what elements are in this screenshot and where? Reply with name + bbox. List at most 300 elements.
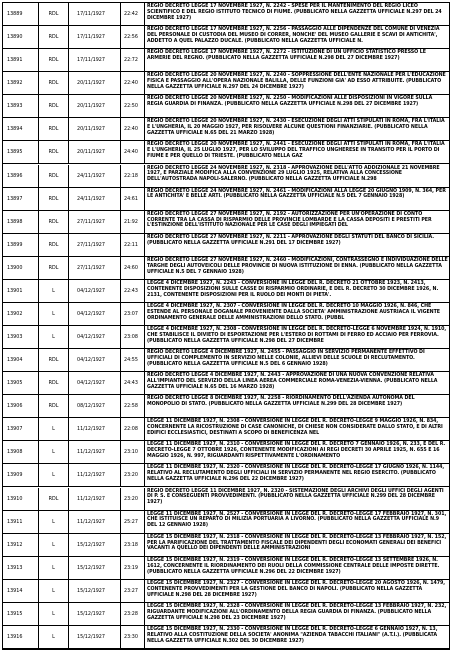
- act-description: LEGGE 11 DICEMBRE 1927, N. 2310 - CONVERSIONE IN LEGGE DEL R. DECRETO 7 GENNAIO 1926, N. 233, E DEL R. DECRETO-LEGGE 7 OTTOBRE 1926, CONTENENTE MODIFICAZIONI AI REGI DECRETI 30 APRILE 1925, N. 655 E 16 MAGGIO 1926, N. 997, RIGUARDANTI RISPETTIVAMENTE L'ORDINAMENTO: [147, 441, 446, 460]
- act-description-cell: [145, 603, 449, 625]
- act-description-cell: [145, 372, 449, 394]
- row-number-cell: [3, 441, 39, 463]
- act-code-cell: [121, 372, 145, 394]
- act-date: 15/12/1927: [77, 610, 105, 617]
- act-type-cell: [39, 26, 69, 48]
- act-date: 17/11/1927: [77, 11, 105, 18]
- act-description-cell: [145, 303, 449, 325]
- act-type: RDL: [48, 264, 59, 271]
- table-row: [3, 26, 449, 49]
- act-date: 11/12/1927: [77, 426, 105, 433]
- act-code-cell: [121, 626, 145, 648]
- act-description-cell: [145, 211, 449, 233]
- act-code: 22:11: [124, 241, 138, 248]
- act-code: 23:08: [124, 334, 138, 341]
- act-date: 11/12/1927: [77, 495, 105, 502]
- act-description-cell: [145, 418, 449, 440]
- row-number: 13889: [7, 11, 23, 18]
- act-code-cell: [121, 557, 145, 579]
- row-number: 13902: [7, 310, 23, 317]
- row-number: 13907: [7, 426, 23, 433]
- act-code: 24:55: [124, 357, 138, 364]
- act-type-cell: [39, 49, 69, 71]
- row-number-cell: [3, 3, 39, 25]
- act-description: REGIO DECRETO LEGGE 17 NOVEMBRE 1927, N. 2272 - ISTITUZIONE DI UN UFFICIO STATISTICO PRESSO LE ARMERIE DEL REGNO. (PUBBLICATO NELLA GAZZETTA UFFICIALE N.298 DEL 27 DICEMBRE 1927): [147, 49, 426, 62]
- act-date-cell: [69, 626, 121, 648]
- act-date-cell: [69, 464, 121, 486]
- row-number: 13901: [7, 287, 23, 294]
- act-type-cell: [39, 488, 69, 510]
- table-row: [3, 165, 449, 188]
- act-code-cell: [121, 118, 145, 140]
- act-description-cell: [145, 118, 449, 140]
- act-date-cell: [69, 118, 121, 140]
- act-description: LEGGE 11 DICEMBRE 1927, N. 2527 - CONVERSIONE IN LEGGE DEL R. DECRETO-LEGGE 17 FEBBRAIO 1927, N. 301, CHE ISTITUISCE UN REPARTO DI MILIZIA PORTUARIA A LIVORNO. (PUBBLICATO NELLA GAZZETTA UFFICIALE N.9 DEL 12 GENNAIO 1928): [147, 510, 447, 529]
- act-code: 23:07: [124, 310, 138, 317]
- act-description-cell: [145, 26, 449, 48]
- act-type: L: [52, 287, 55, 294]
- act-code: 24:61: [124, 195, 138, 202]
- row-number: 13899: [7, 241, 23, 248]
- act-code-cell: [121, 534, 145, 556]
- act-description-cell: [145, 3, 449, 25]
- act-description: REGIO DECRETO LEGGE 24 NOVEMBRE 1927, N. 2461 - MODIFICAZIONI ALLA LEGGE 20 GIUGNO 1909, N. 364, PER LE ANTICHITA' E BELLE ARTI. (PUBBLICATO NELLA GAZZETTA UFFICIALE N.5 DEL 7 GENNAIO 1928): [147, 187, 446, 200]
- act-code: 22:42: [124, 11, 138, 18]
- act-date: 15/12/1927: [77, 633, 105, 640]
- act-code-cell: [121, 349, 145, 371]
- act-code: 22:72: [124, 57, 138, 64]
- row-number-cell: [3, 49, 39, 71]
- act-date: 11/12/1927: [77, 518, 105, 525]
- act-description-cell: [145, 141, 449, 163]
- act-date: 20/11/1927: [77, 80, 105, 87]
- act-code-cell: [121, 95, 145, 117]
- act-date: 04/12/1927: [77, 310, 105, 317]
- table-row: [3, 326, 449, 349]
- act-description-cell: [145, 511, 449, 533]
- act-date: 04/12/1927: [77, 287, 105, 294]
- table-row: [3, 303, 449, 326]
- act-date: 24/11/1927: [77, 195, 105, 202]
- act-code: 23:19: [124, 564, 138, 571]
- act-date-cell: [69, 326, 121, 348]
- act-date: 04/12/1927: [77, 357, 105, 364]
- act-date: 17/11/1927: [77, 57, 105, 64]
- table-row: [3, 488, 449, 511]
- act-description-cell: [145, 580, 449, 602]
- table-row: [3, 372, 449, 395]
- act-type: L: [52, 610, 55, 617]
- row-number-cell: [3, 603, 39, 625]
- act-date: 11/12/1927: [77, 472, 105, 479]
- act-description-cell: [145, 441, 449, 463]
- act-type-cell: [39, 464, 69, 486]
- act-type: RDL: [48, 34, 59, 41]
- act-type-cell: [39, 603, 69, 625]
- act-type-cell: [39, 280, 69, 302]
- act-code-cell: [121, 488, 145, 510]
- act-code-cell: [121, 234, 145, 256]
- row-number-cell: [3, 141, 39, 163]
- table-row: [3, 118, 449, 141]
- row-number-cell: [3, 349, 39, 371]
- row-number-cell: [3, 534, 39, 556]
- act-date-cell: [69, 3, 121, 25]
- act-date-cell: [69, 280, 121, 302]
- act-code-cell: [121, 418, 145, 440]
- act-code: 22:40: [124, 126, 138, 133]
- act-date-cell: [69, 603, 121, 625]
- row-number: 13908: [7, 449, 23, 456]
- act-description: REGIO DECRETO LEGGE 20 NOVEMBRE 1927, N. 2430 - ESECUZIONE DEGLI ATTI STIPULATI IN ROMA, FRA L'ITALIA E L'UNGHERIA, IL 20 MAGGIO 1927, PER RISOLVERE ALCUNE QUESTIONI FINANZIARIE. (PUBBLICATO NELLA GAZZETTA UFFICIALE N.65 DEL 21 MARZO 1928): [147, 118, 445, 137]
- act-date: 20/11/1927: [77, 149, 105, 156]
- act-date-cell: [69, 95, 121, 117]
- row-number-cell: [3, 303, 39, 325]
- act-date-cell: [69, 49, 121, 71]
- act-code: 22:50: [124, 103, 138, 110]
- act-date: 27/11/1927: [77, 218, 105, 225]
- table-row: [3, 557, 449, 580]
- act-date: 27/11/1927: [77, 241, 105, 248]
- act-type-cell: [39, 441, 69, 463]
- act-type-cell: [39, 557, 69, 579]
- act-description: REGIO DECRETO LEGGE 27 NOVEMBRE 1927, N. 2460 - MODIFICAZIONI, CONTRASSEGNO E INDIVIDUAZIONE DELLE TARGHE DEGLI AUTOVEICOLI DELLE PROVINCIE DI NUOVA ISTITUZIONE DI ENNA. (PUBBLICATO NELLA GAZZETTA UFFICIALE N.5 DEL 7 GENNAIO 1928): [147, 256, 448, 275]
- act-description: LEGGE 15 DICEMBRE 1927, N. 2327 - CONVERSIONE IN LEGGE DEL R. DECRETO-LEGGE 20 AGOSTO 1926, N. 1479, CONTENENTE PROVVEDIMENTI PER LA GESTIONE DEL BANCO DI NAPOLI. (PUBBLICATO NELLA GAZZETTA UFFICIALE N.298 DEL 28 DICEMBRE 1927): [147, 579, 446, 598]
- act-description-cell: [145, 257, 449, 279]
- act-date-cell: [69, 372, 121, 394]
- act-date: 20/11/1927: [77, 126, 105, 133]
- act-description-cell: [145, 234, 449, 256]
- row-number: 13904: [7, 357, 23, 364]
- act-type-cell: [39, 395, 69, 417]
- act-description: LEGGE 4 DICEMBRE 1927, N. 2308 - CONVERSIONE IN LEGGE DEL R. DECRETO-LEGGE 6 NOVEMBRE 1924, N. 1910, CHE STABILISCE IL DIVIETO DI ESPORTAZIONE PER L'ESTERO DI ROTTAMI DI FERRO ED ACCIAIO PER FERROVIA. (PUBBLICATO NELLA GAZZETTA UFFICIALE N.298 DEL 27 DICEMBRE: [147, 326, 447, 344]
- table-row: [3, 441, 449, 464]
- act-date: 04/12/1927: [77, 334, 105, 341]
- act-code: 22:56: [124, 34, 138, 41]
- act-description: REGIO DECRETO LEGGE 24 NOVEMBRE 1927, N. 2318 - APPROVAZIONE DELL'ATTO ADDIZIONALE 21 NOVEMBRE 1927, E PARZIALE MODIFICA ALLA CONVENZIONE 29 LUGLIO 1925, RELATIVA ALLA CONCESSIONE DELL'AUTOSTRADA NAPOLI-SALERNO. (PUBBLICATO NELLA GAZZETTA UFFICIALE N.298: [147, 164, 440, 183]
- act-type-cell: [39, 349, 69, 371]
- table-row: [3, 580, 449, 603]
- table-row: [3, 3, 449, 26]
- act-code-cell: [121, 280, 145, 302]
- act-code-cell: [121, 3, 145, 25]
- act-date-cell: [69, 257, 121, 279]
- act-type: RDL: [48, 403, 59, 410]
- row-number: 13894: [7, 126, 23, 133]
- table-row: [3, 603, 449, 626]
- act-code: 23:20: [124, 495, 138, 502]
- row-number-cell: [3, 26, 39, 48]
- act-code: 23:30: [124, 633, 138, 640]
- act-type: RDL: [48, 357, 59, 364]
- act-type: RDL: [48, 149, 59, 156]
- table-row: [3, 234, 449, 257]
- row-number-cell: [3, 211, 39, 233]
- act-code-cell: [121, 580, 145, 602]
- act-description-cell: [145, 395, 449, 417]
- act-code-cell: [121, 141, 145, 163]
- act-type: RDL: [48, 495, 59, 502]
- row-number-cell: [3, 118, 39, 140]
- act-description: REGIO DECRETO LEGGE 20 NOVEMBRE 1927, N. 2250 - MODIFICAZIONI ALLE DISPOSIZIONI IN VIGORE SULLA REGIA GUARDIA DI FINANZA. (PUBBLICATO NELLA GAZZETTA UFFICIALE N.298 DEL 27 DICEMBRE 1927): [147, 95, 433, 108]
- act-type: RDL: [48, 241, 59, 248]
- act-code: 22:58: [124, 403, 138, 410]
- act-date-cell: [69, 580, 121, 602]
- act-date-cell: [69, 234, 121, 256]
- table-row: [3, 280, 449, 303]
- act-date: 15/12/1927: [77, 587, 105, 594]
- act-type: L: [52, 587, 55, 594]
- act-type-cell: [39, 95, 69, 117]
- row-number-cell: [3, 188, 39, 210]
- row-number: 13916: [7, 633, 23, 640]
- row-number-cell: [3, 372, 39, 394]
- act-code-cell: [121, 26, 145, 48]
- act-type-cell: [39, 418, 69, 440]
- row-number: 13898: [7, 218, 23, 225]
- act-type-cell: [39, 326, 69, 348]
- act-code-cell: [121, 441, 145, 463]
- act-date: 15/12/1927: [77, 564, 105, 571]
- row-number-cell: [3, 511, 39, 533]
- act-type-cell: [39, 141, 69, 163]
- act-type: RDL: [48, 103, 59, 110]
- act-code: 23:28: [124, 610, 138, 617]
- act-description-cell: [145, 349, 449, 371]
- table-row: [3, 418, 449, 441]
- row-number-cell: [3, 418, 39, 440]
- act-code-cell: [121, 395, 145, 417]
- act-date: 27/11/1927: [77, 264, 105, 271]
- act-type: RDL: [48, 80, 59, 87]
- act-description: LEGGE 15 DICEMBRE 1927, N. 2319 - CONVERSIONE IN LEGGE DEL R. DECRETO-LEGGE 13 SETTEMBRE 1926, N. 1612, CONCERNENTE IL RIORDINAMENTO DEI RUOLI DELLA COMMISSIONE CENTRALE DELLE IMPOSTE DIRETTE. (PUBBLICATO NELLA GAZZETTA UFFICIALE N.296 DEL 22 DICEMBRE 1927): [147, 556, 440, 575]
- act-code: 25:27: [124, 518, 138, 525]
- act-date-cell: [69, 165, 121, 187]
- row-number: 13912: [7, 541, 23, 548]
- act-description-cell: [145, 326, 449, 348]
- act-description-cell: [145, 557, 449, 579]
- row-number: 13914: [7, 587, 23, 594]
- table-row: [3, 49, 449, 72]
- act-code: 24:43: [124, 380, 138, 387]
- act-type-cell: [39, 234, 69, 256]
- act-description: LEGGE 11 DICEMBRE 1927, N. 2308 - CONVERSIONE IN LEGGE DEL R. DECRETO-LEGGE 9 MAGGIO 1926, N. 834, CONCERNENTE LA RICOSTRUZIONE DI CASE CANONICHE, DI CHIESE NON CONSIDERATE DALLO STATO, E DI ALTRI EDIFICI ECCLESIASTICI, DESTINATI A SCOPO DI BENEFICENZA NEL: [147, 418, 443, 437]
- row-number-cell: [3, 95, 39, 117]
- act-type-cell: [39, 511, 69, 533]
- act-code-cell: [121, 188, 145, 210]
- row-number: 13910: [7, 495, 23, 502]
- act-description: LEGGE 15 DICEMBRE 1927, N. 2330 - CONVERSIONE IN LEGGE DEL R. DECRETO-LEGGE 6 GENNAIO 1927, N. 13, RELATIVO ALLA COSTITUZIONE DELLA SOCIETA' ANONIMA "AZIENDA TABACCHI ITALIANI" (A.T.I.). (PUBBLICATA NELLA GAZZETTA UFFICIALE N.302 DEL 30 DICEMBRE 1927): [147, 625, 438, 644]
- act-type: RDL: [48, 172, 59, 179]
- act-date-cell: [69, 395, 121, 417]
- act-type: L: [52, 310, 55, 317]
- table-row: [3, 534, 449, 557]
- act-code: 23:27: [124, 587, 138, 594]
- table-row: [3, 511, 449, 534]
- act-type-cell: [39, 626, 69, 648]
- act-description-cell: [145, 626, 449, 648]
- act-type-cell: [39, 303, 69, 325]
- act-code: 22:08: [124, 426, 138, 433]
- act-description: REGIO DECRETO LEGGE 17 NOVEMBRE 1927, N. 2256 - PASSAGGIO ALLE DIPENDENZE DEL COMUNE DI VENEZIA DEL PERSONALE DI CUSTODIA DEL MUSEO DI CORRER, NONCHE' DEL MUSEO GALLERIE E SCAVI DI ANTICHITA', ADDETTO A QUEL PALAZZO DUCALE. (PUBBLICATO NELLA GAZZETTA UFFICIALE N.: [147, 26, 440, 44]
- act-type-cell: [39, 165, 69, 187]
- row-number: 13915: [7, 610, 23, 617]
- table-row: [3, 257, 449, 280]
- act-description: REGIO DECRETO LEGGE 20 NOVEMBRE 1927, N. 2441 - ESECUZIONE DEGLI ATTI STIPULATI IN ROMA, FRA L'ITALIA E L'UNGHERIA, IL 25 LUGLIO 1927, PER LO SVILUPPO DEL TRAFFICO UNGHERESE IN TRANSITO PER IL PORTO DI FIUME E PER QUELLO DI TRIESTE. (PUBBLICATO NELLA GAZ: [147, 141, 445, 160]
- table-row: [3, 211, 449, 234]
- act-type: L: [52, 334, 55, 341]
- act-date-cell: [69, 349, 121, 371]
- table-row: [3, 349, 449, 372]
- act-description: REGIO DECRETO LEGGE 27 NOVEMBRE 1927, N. 2192 - AUTORIZZAZIONE PER UN'OPERAZIONE DI CONTO CORRENTE TRA LA CASSA DI RISPARMIO DELLE PROVINCIE LOMBARDE E LA CASSA DEPOSITI E PRESTITI PER L'ESTINZIONE DELL'ISTITUTO NAZIONALE PER LE CASE DEGLI IMPIEGATI DEL: [147, 210, 432, 229]
- row-number: 13913: [7, 564, 23, 571]
- row-number: 13893: [7, 103, 23, 110]
- act-description: LEGGE 15 DICEMBRE 1927, N. 2318 - CONVERSIONE IN LEGGE DEL R. DECRETO-LEGGE 13 FEBBRAIO 1927, N. 152, PER LA PARIFICAZIONE DEL TRATTAMENTO FISCALE DEI DIPENDENTI DEGLI ECONOMATI GENERALI DEI BENEFICI VACANTI A QUELLO DEI DIPENDENTI DELLE AMMINISTRAZIONI: [147, 533, 447, 552]
- act-code: 24:40: [124, 149, 138, 156]
- act-code-cell: [121, 257, 145, 279]
- act-description: REGIO DECRETO LEGGE 27 NOVEMBRE 1927, N. 2211 - APPROVAZIONE DEGLI STATUTI DEL BANCO DI SICILIA. (PUBBLICATO NELLA GAZZETTA UFFICIALE N.291 DEL 17 DICEMBRE 1927): [147, 233, 435, 246]
- act-date: 04/12/1927: [77, 380, 105, 387]
- row-number-cell: [3, 464, 39, 486]
- act-code: 22:43: [124, 287, 138, 294]
- act-description: REGIO DECRETO LEGGE 20 NOVEMBRE 1927, N. 2240 - SOPPRESSIONE DELL'ENTE NAZIONALE PER L'EDUCAZIONE FISICA E PASSAGGIO ALL'OPERA NAZIONALE BALILLA, DELLE FUNZIONI GIA' AD ESSO ATTRIBUITE. (PUBBLICATO NELLA GAZZETTA UFFICIALE N.297 DEL 24 DICEMBRE 1927): [147, 72, 446, 91]
- row-number: 13895: [7, 149, 23, 156]
- act-description-cell: [145, 72, 449, 94]
- act-type-cell: [39, 72, 69, 94]
- act-type-cell: [39, 211, 69, 233]
- act-type: RDL: [48, 57, 59, 64]
- act-description-cell: [145, 280, 449, 302]
- act-code-cell: [121, 603, 145, 625]
- act-code-cell: [121, 326, 145, 348]
- row-number-cell: [3, 557, 39, 579]
- row-number-cell: [3, 165, 39, 187]
- act-date-cell: [69, 418, 121, 440]
- act-type: L: [52, 426, 55, 433]
- table-row: [3, 72, 449, 95]
- act-description-cell: [145, 165, 449, 187]
- act-code-cell: [121, 211, 145, 233]
- act-type: L: [52, 472, 55, 479]
- act-type: RDL: [48, 380, 59, 387]
- row-number-cell: [3, 257, 39, 279]
- row-number: 13905: [7, 380, 23, 387]
- act-description-cell: [145, 488, 449, 510]
- row-number: 13911: [7, 518, 23, 525]
- row-number: 13900: [7, 264, 23, 271]
- act-type-cell: [39, 580, 69, 602]
- act-type-cell: [39, 257, 69, 279]
- act-date: 17/11/1927: [77, 34, 105, 41]
- act-type: RDL: [48, 195, 59, 202]
- act-type: L: [52, 633, 55, 640]
- table-row: [3, 464, 449, 487]
- act-type-cell: [39, 188, 69, 210]
- act-date-cell: [69, 26, 121, 48]
- table-row: [3, 395, 449, 418]
- act-date-cell: [69, 534, 121, 556]
- act-date: 24/11/1927: [77, 172, 105, 179]
- act-code-cell: [121, 303, 145, 325]
- act-code-cell: [121, 511, 145, 533]
- act-description-cell: [145, 49, 449, 71]
- act-description-cell: [145, 534, 449, 556]
- row-number: 13903: [7, 334, 23, 341]
- act-description-cell: [145, 188, 449, 210]
- act-code-cell: [121, 49, 145, 71]
- act-type: RDL: [48, 218, 59, 225]
- row-number-cell: [3, 395, 39, 417]
- act-date-cell: [69, 441, 121, 463]
- act-date-cell: [69, 557, 121, 579]
- act-type: RDL: [48, 126, 59, 133]
- act-date-cell: [69, 511, 121, 533]
- act-code: 21:92: [124, 218, 138, 225]
- act-type: L: [52, 518, 55, 525]
- act-description: REGIO DECRETO LEGGE 4 DICEMBRE 1927, N. 2455 - PASSAGGIO IN SERVIZIO PERMANENTE EFFETTIVO DI UFFICIALI DI COMPLEMENTO IN SERVIZIO NELLE COLONIE, ALLIEVI DELLE SCUOLE DI RECLUTAMENTO. (PUBBLICATO NELLA GAZZETTA UFFICIALE N.5 DEL 6 GENNAIO 1928): [147, 349, 425, 367]
- row-number: 13909: [7, 472, 23, 479]
- act-date: 20/11/1927: [77, 103, 105, 110]
- row-number-cell: [3, 488, 39, 510]
- act-date-cell: [69, 488, 121, 510]
- act-code: 23:10: [124, 449, 138, 456]
- table-row: [3, 188, 449, 211]
- act-description: LEGGE 15 DICEMBRE 1927, N. 2328 - CONVERSIONE IN LEGGE DEL R. DECRETO-LEGGE 13 FEBBRAIO 1927, N. 232, RIGUARDANTE MODIFICAZIONI ALL'ORDINAMENTO DELLA REGIA GUARDIA DI FINANZA. (PUBBLICATO NELLA GAZZETTA UFFICIALE N.298 DEL 23 DICEMBRE 1927): [147, 602, 447, 621]
- document-table: [2, 2, 450, 650]
- row-number-cell: [3, 580, 39, 602]
- act-description: REGIO DECRETO LEGGE 4 DICEMBRE 1927, N. 2443 - APPROVAZIONE DI UNA NUOVA CONVENZIONE RELATIVA ALL'IMPIANTO DEL SERVIZIO DELLA LINEA AEREA COMMERCIALE ROMA-VENEZIA-VIENNA. (PUBBLICATO NELLA GAZZETTA UFFICIALE N.65 DEL 16 MARZO 1928): [147, 372, 438, 390]
- act-code-cell: [121, 165, 145, 187]
- act-code-cell: [121, 72, 145, 94]
- act-description: REGIO DECRETO LEGGE 17 NOVEMBRE 1927, N. 2242 - SPESE PER IL MANTENIMENTO DEL REGIO LICEO SCIENTIFICO E DEL REGIO ISTITUTO TECNICO DI FIUME. (PUBBLICATO NELLA GAZZETTA UFFICIALE N.297 DEL 24 DICEMBRE 1927): [147, 3, 442, 21]
- act-description: LEGGE 11 DICEMBRE 1927, N. 2320 - CONVERSIONE IN LEGGE DEL R. DECRETO-LEGGE 17 GIUGNO 1926, N. 1144, RELATIVO AL RECLUTAMENTO DEGLI UFFICIALI IN SERVIZIO PERMANENTE NEL REGIO ESERCITO. (PUBBLICATO NELLA GAZZETTA UFFICIALE N.296 DEL 22 DICEMBRE 1927): [147, 464, 445, 483]
- act-code: 23:20: [124, 472, 138, 479]
- row-number: 13896: [7, 172, 23, 179]
- row-number: 13890: [7, 34, 23, 41]
- act-type-cell: [39, 118, 69, 140]
- act-description: REGIO DECRETO LEGGE 11 DICEMBRE 1927, N. 2320 - SISTEMAZIONE DEGLI ARCHIVI DEGLI UFFICI DEGLI AGENTI DI P. S. E CONSEGUENTI PROVVEDIMENTI. (PUBBLICATO NELLA GAZZETTA UFFICIALE N.299 DEL 28 DICEMBRE 1927): [147, 487, 444, 506]
- table-row: [3, 95, 449, 118]
- act-description-cell: [145, 95, 449, 117]
- act-type: L: [52, 564, 55, 571]
- act-code: 23:18: [124, 541, 138, 548]
- row-number: 13892: [7, 80, 23, 87]
- act-date-cell: [69, 72, 121, 94]
- row-number-cell: [3, 72, 39, 94]
- act-date-cell: [69, 188, 121, 210]
- act-type-cell: [39, 372, 69, 394]
- table-row: [3, 626, 449, 649]
- act-date-cell: [69, 141, 121, 163]
- act-type: L: [52, 449, 55, 456]
- table-row: [3, 141, 449, 164]
- act-description: REGIO DECRETO LEGGE 8 DICEMBRE 1927, N. 2258 - RIORDINAMENTO DELL'AZIENDA AUTONOMA DEL MONOPOLIO DI STATO. (PUBBLICATO NELLA GAZZETTA UFFICIALE N.299 DEL 28 DICEMBRE 1927): [147, 395, 415, 408]
- act-date: 11/12/1927: [77, 449, 105, 456]
- row-number-cell: [3, 326, 39, 348]
- act-date: 08/12/1927: [77, 403, 105, 410]
- act-code: 22:18: [124, 172, 138, 179]
- row-number: 13906: [7, 403, 23, 410]
- act-code-cell: [121, 464, 145, 486]
- act-type-cell: [39, 534, 69, 556]
- row-number: 13897: [7, 195, 23, 202]
- act-type: L: [52, 541, 55, 548]
- act-date: 15/12/1927: [77, 541, 105, 548]
- act-type: RDL: [48, 11, 59, 18]
- row-number-cell: [3, 234, 39, 256]
- act-description: LEGGE 4 DICEMBRE 1927, N. 2307 - CONVERSIONE IN LEGGE DEL R. DECRETO 10 MAGGIO 1926, N. 846, CHE ESTENDE AL PERSONALE DOGANALE PROVENIENTE DALLA SOCIETA' AMMINISTRAZIONE AUSTRIACA IL VIGENTE ORDINAMENTO GENERALE DELLE AMMINISTRAZIONI DELLO STATO. (PUBBL: [147, 302, 441, 321]
- row-number-cell: [3, 626, 39, 648]
